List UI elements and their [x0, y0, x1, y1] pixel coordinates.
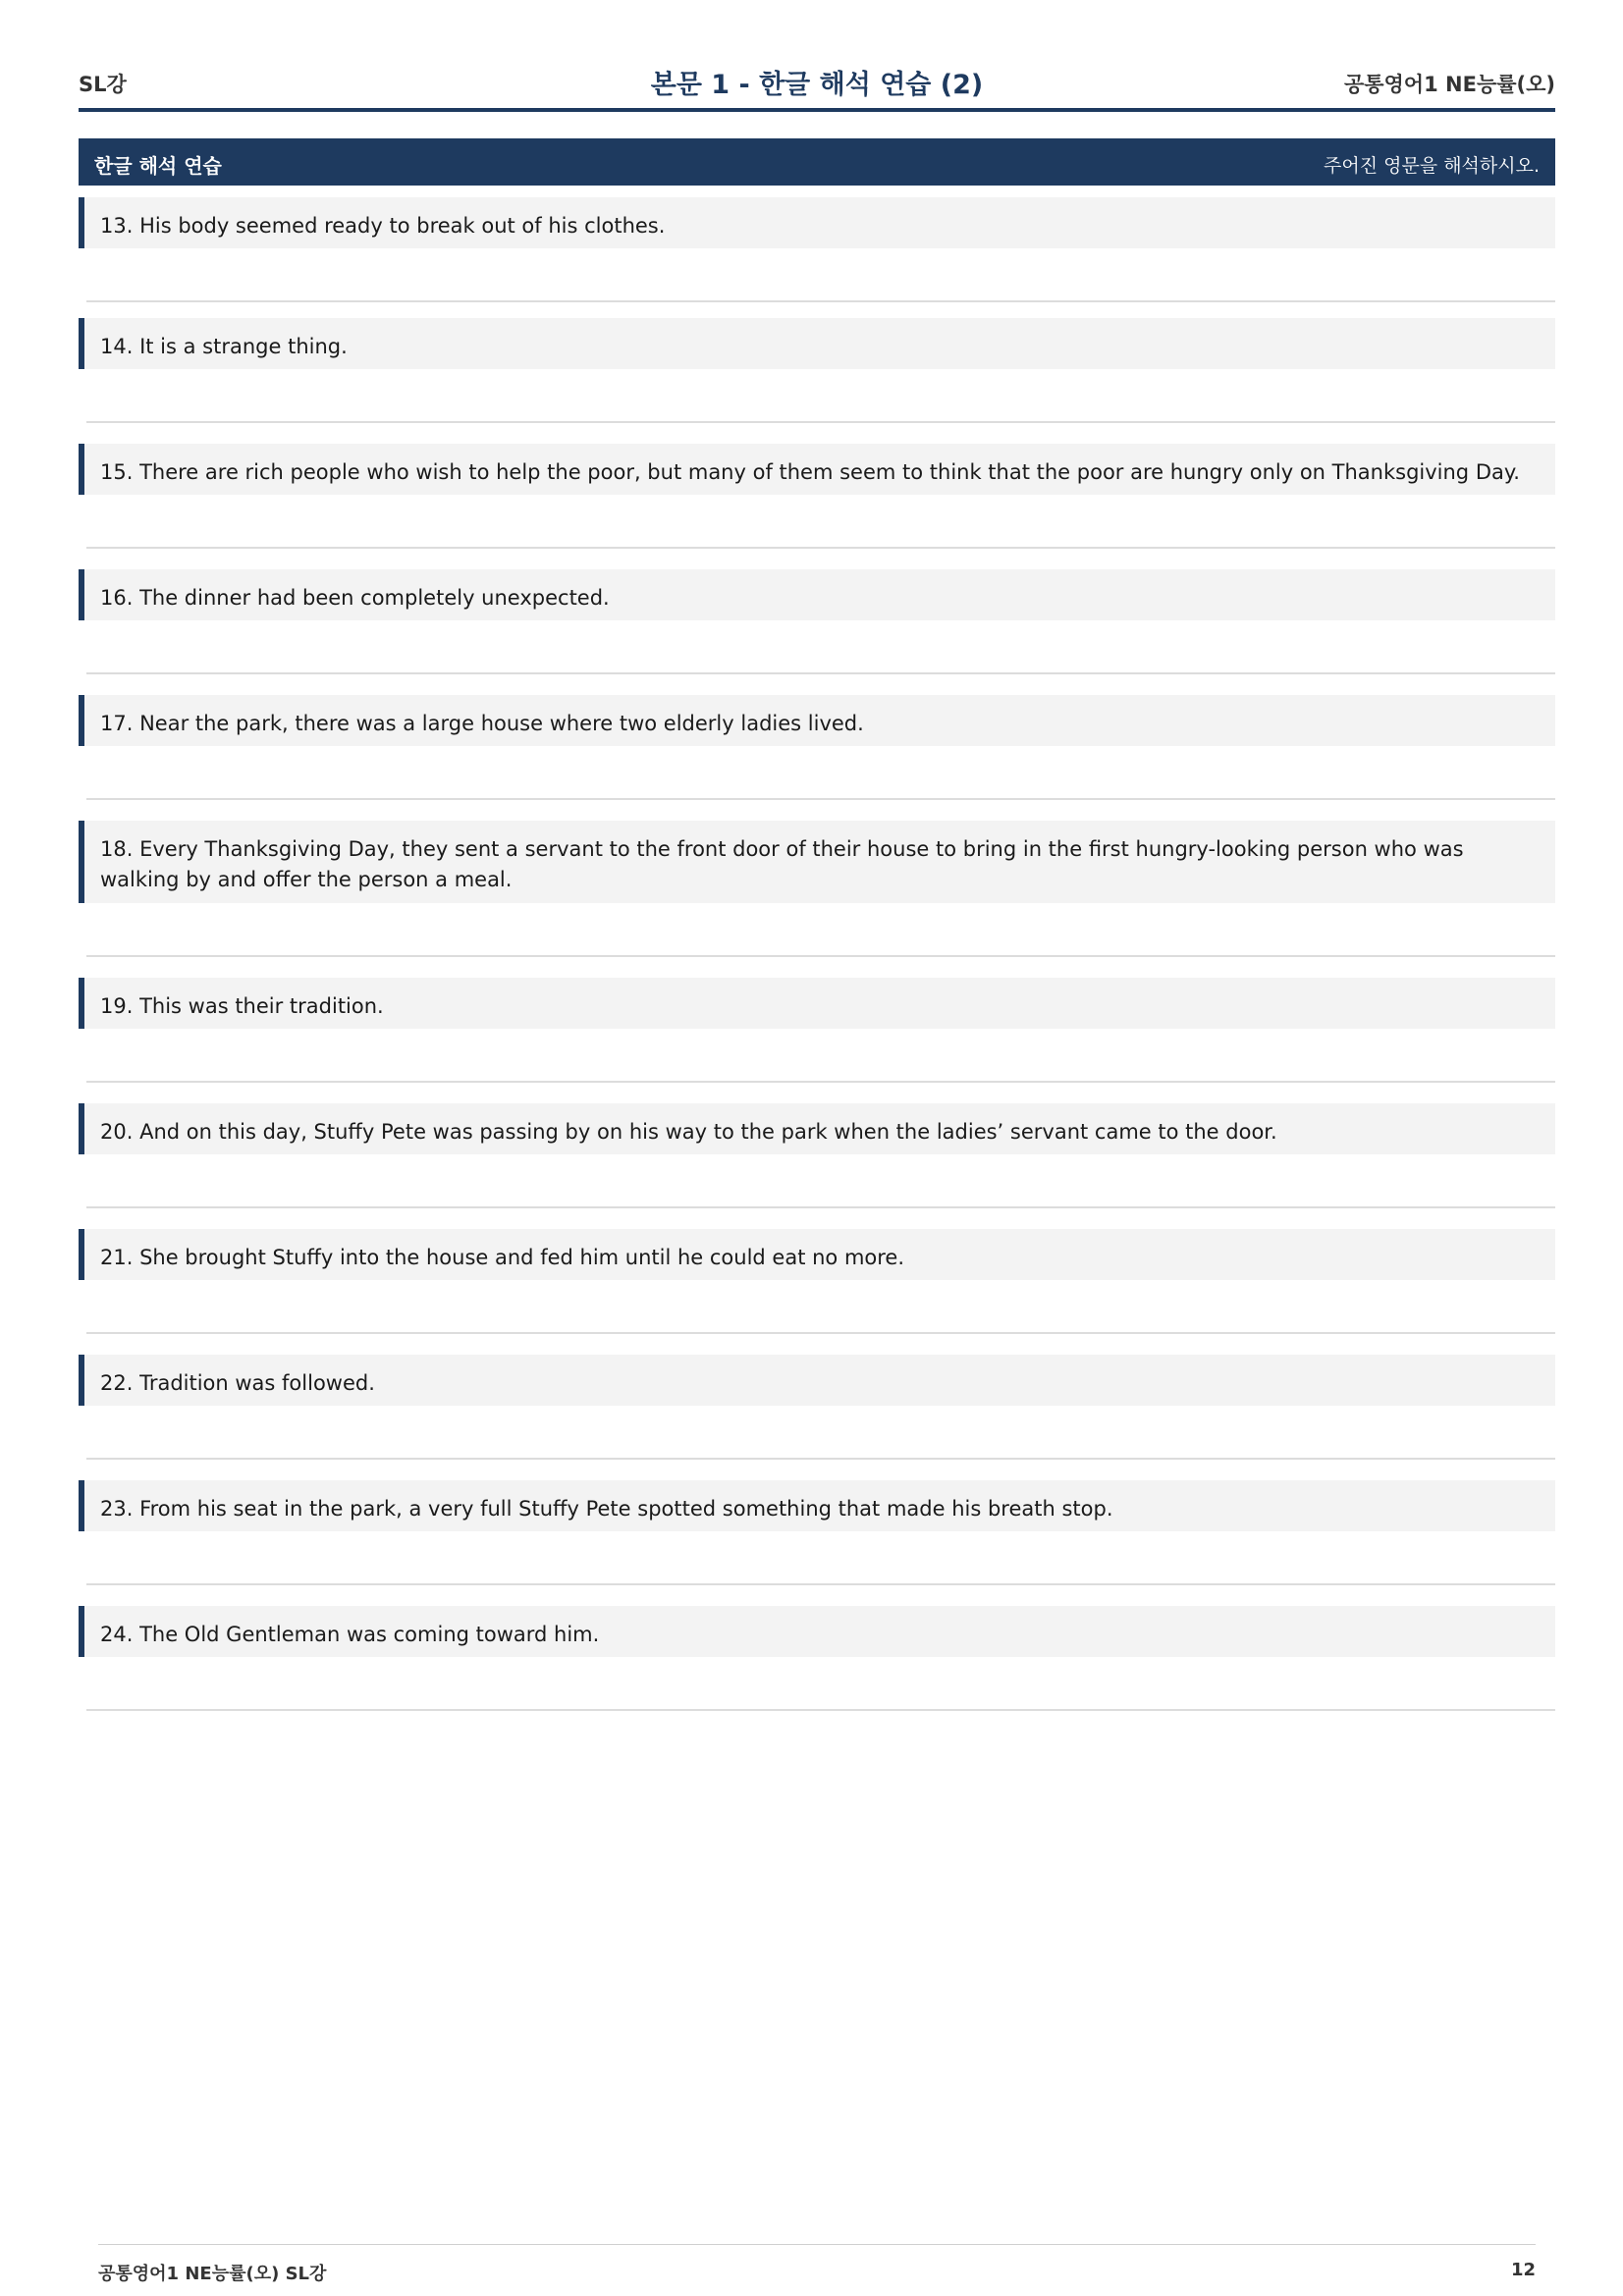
page-title: 본문 1 - 한글 해석 연습 (2): [650, 70, 984, 100]
answer-line[interactable]: [86, 798, 1555, 800]
section-title: 한글 해석 연습: [94, 154, 222, 178]
question-box: 23. From his seat in the park, a very full Stuffy Pete spotted something that made his breath stop.: [79, 1480, 1555, 1531]
header-right-label: 공통영어1 NE능률(오): [1343, 73, 1555, 96]
question-box: 22. Tradition was followed.: [79, 1355, 1555, 1406]
question-box: 20. And on this day, Stuffy Pete was passing by on his way to the park when the ladies’ servant came to the door.: [79, 1103, 1555, 1154]
answer-line[interactable]: [86, 1081, 1555, 1083]
answer-line[interactable]: [86, 1583, 1555, 1585]
page-header: [79, 61, 1555, 108]
page-number: 12: [1510, 2260, 1536, 2280]
answer-line[interactable]: [86, 1709, 1555, 1711]
question-box: 18. Every Thanksgiving Day, they sent a servant to the front door of their house to bring in the first hungry-looking person who was walking by and offer the person a meal.: [79, 821, 1555, 903]
answer-line[interactable]: [86, 955, 1555, 957]
section-bar: [79, 138, 1555, 186]
question-box: 13. His body seemed ready to break out of his clothes.: [79, 197, 1555, 248]
footer-divider: [98, 2244, 1536, 2245]
answer-line[interactable]: [86, 300, 1555, 302]
answer-line[interactable]: [86, 1332, 1555, 1334]
question-box: 24. The Old Gentleman was coming toward him.: [79, 1606, 1555, 1657]
question-box: 19. This was their tradition.: [79, 978, 1555, 1029]
question-box: 17. Near the park, there was a large house where two elderly ladies lived.: [79, 695, 1555, 746]
header-left-label: SL강: [79, 73, 127, 96]
answer-line[interactable]: [86, 1206, 1555, 1208]
answer-line[interactable]: [86, 1458, 1555, 1460]
footer-label: 공통영어1 NE능률(오) SL강: [98, 2264, 327, 2284]
question-box: 15. There are rich people who wish to help the poor, but many of them seem to think that the poor are hungry only on Thanksgiving Day.: [79, 444, 1555, 495]
header-divider: [79, 108, 1555, 112]
answer-line[interactable]: [86, 421, 1555, 423]
question-box: 21. She brought Stuffy into the house and fed him until he could eat no more.: [79, 1229, 1555, 1280]
section-instruction: 주어진 영문을 해석하시오.: [1323, 155, 1540, 177]
answer-line[interactable]: [86, 672, 1555, 674]
question-box: 14. It is a strange thing.: [79, 318, 1555, 369]
answer-line[interactable]: [86, 547, 1555, 549]
question-box: 16. The dinner had been completely unexpected.: [79, 569, 1555, 620]
